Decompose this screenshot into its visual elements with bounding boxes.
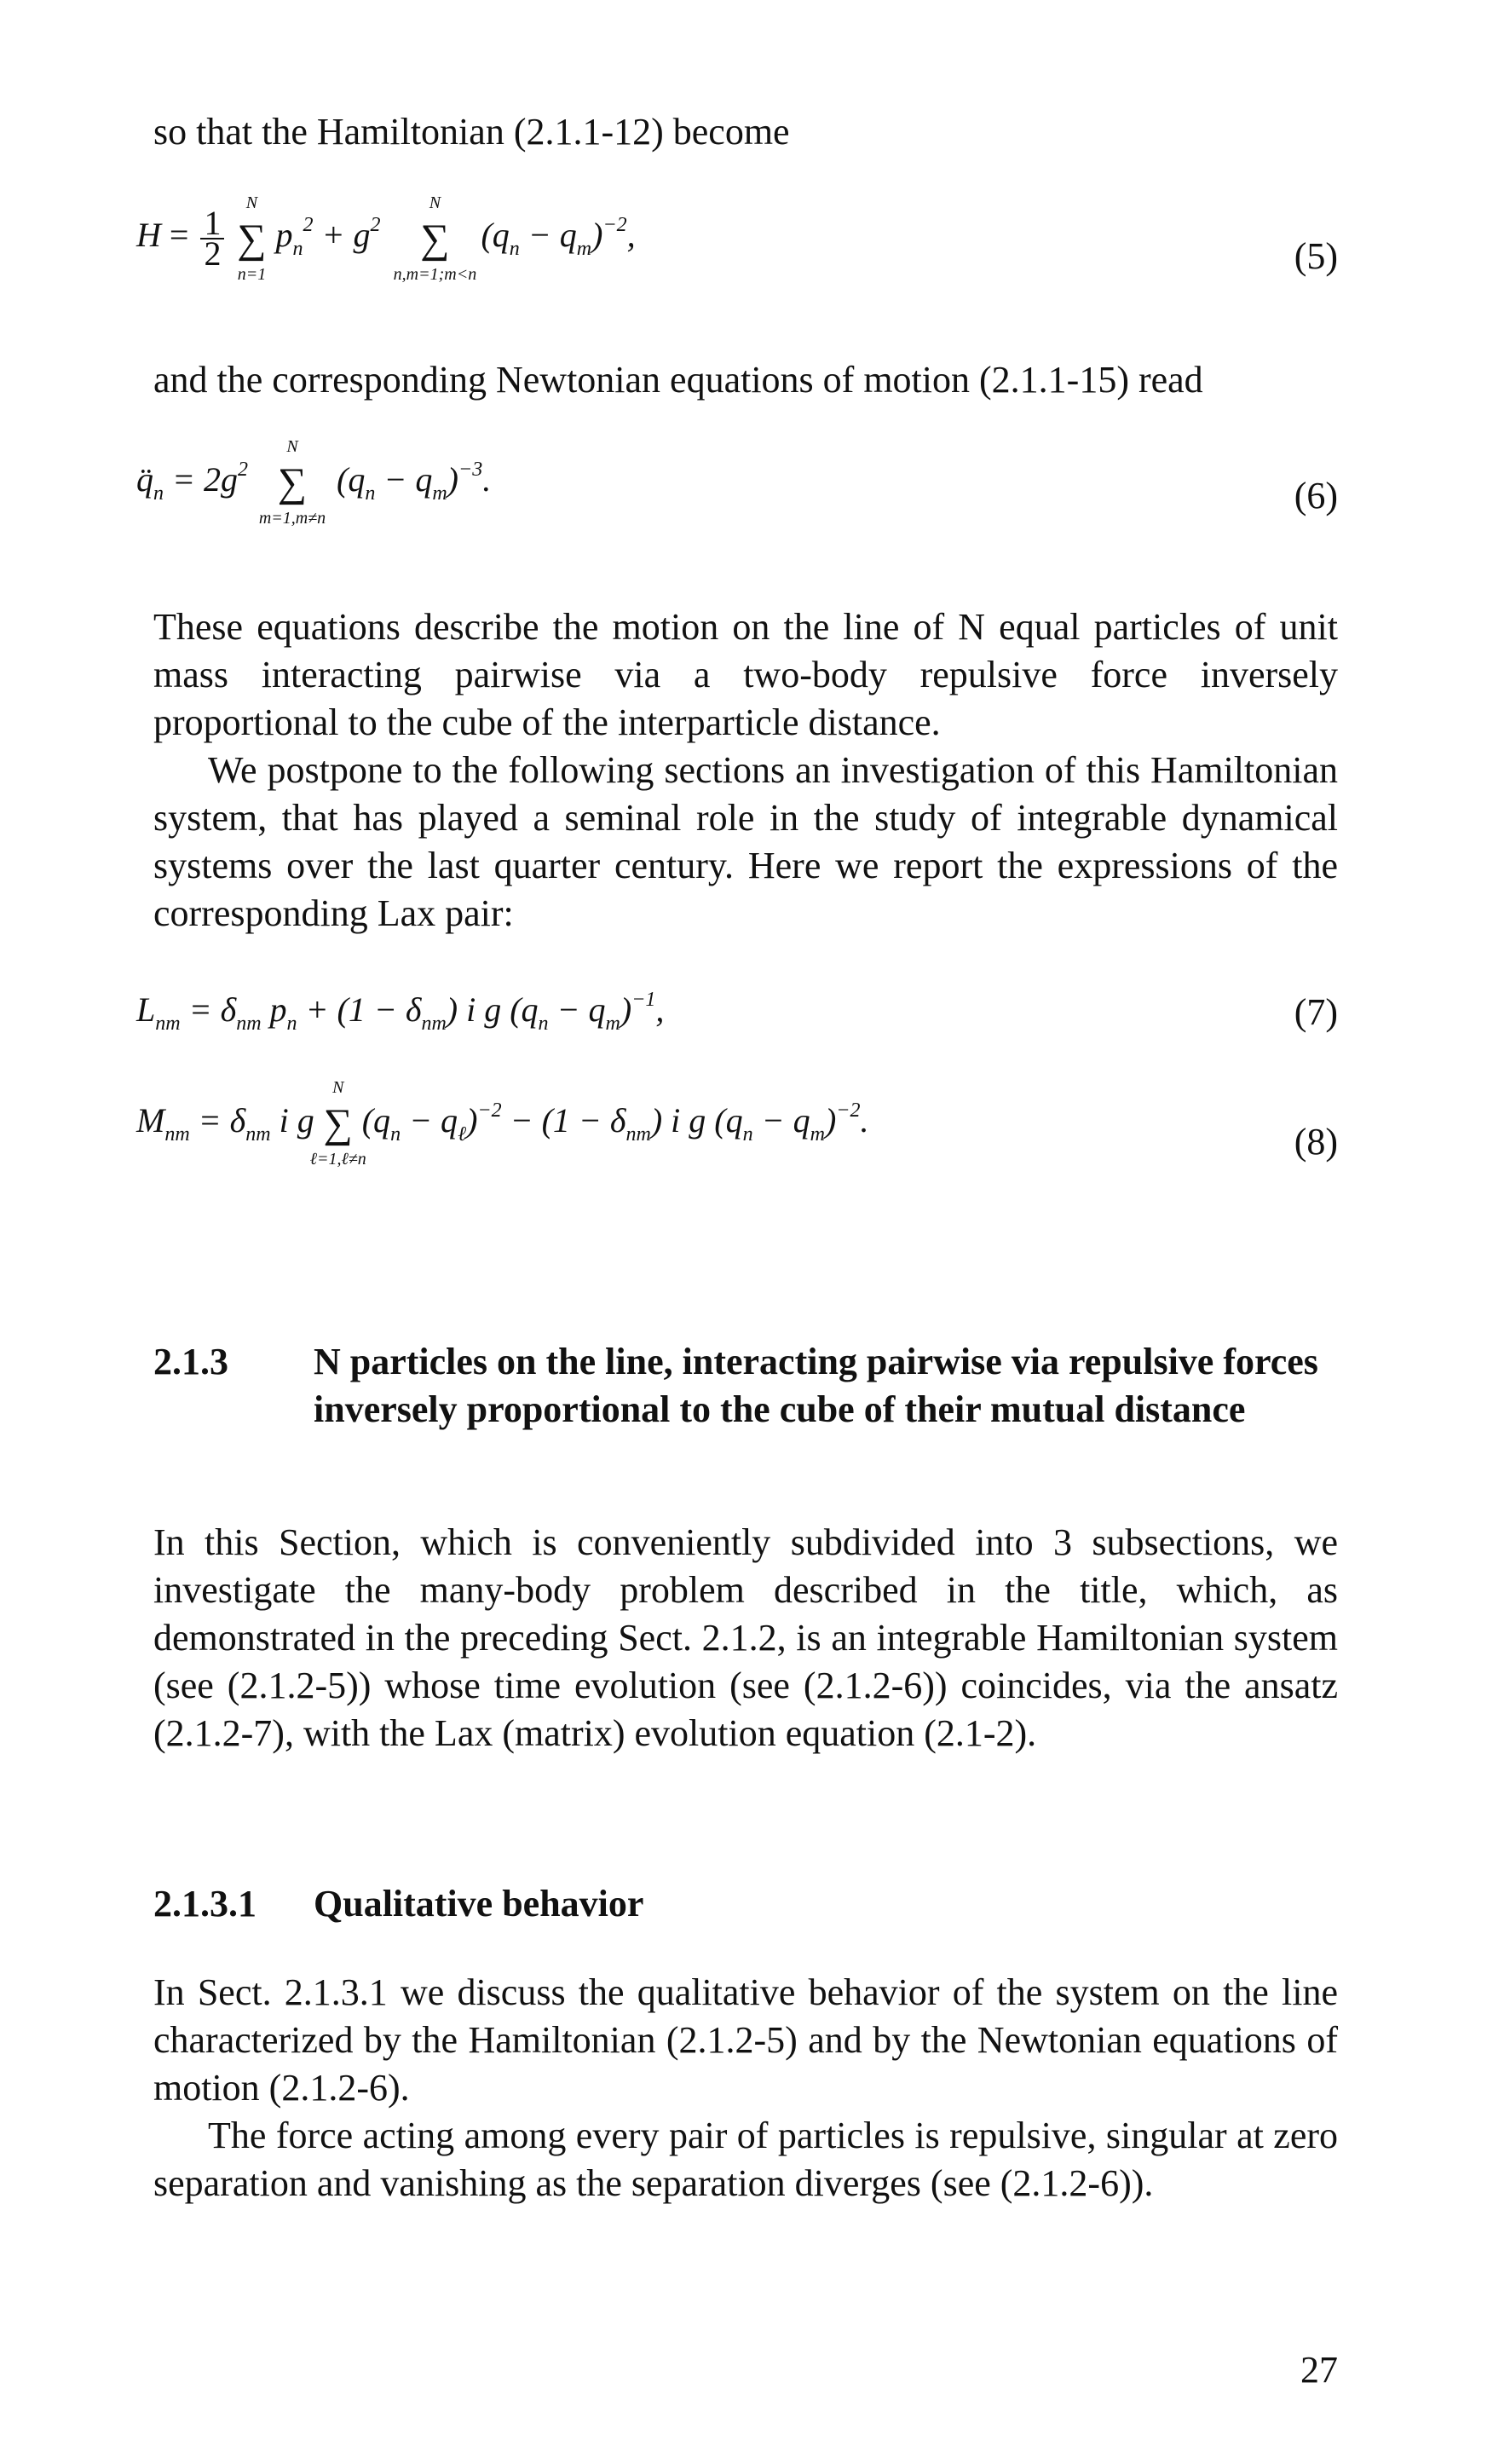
equation-8-number: (8) xyxy=(1294,1121,1338,1163)
equation-8-body: $M_{nm} = \delta_{nm}$ i g ∑ N ℓ=1,ℓ≠n $(q_n - q_\ell)^{-2} - (1 - \delta_{nm})$ i g $(q_n - q_m)^{-2}$. xyxy=(136,1078,869,1169)
eq5-half-fraction: $\frac{1}{2}$ xyxy=(200,209,224,268)
section-2-1-3-1-title: Qualitative behavior xyxy=(314,1883,644,1924)
paragraph-5: The force acting among every pair of particles is repulsive, singular at zero separation and vanishing as the separation diverges (see (2.1.2-6)). xyxy=(153,2115,1338,2204)
eq8-sum: ∑ N ℓ=1,ℓ≠n xyxy=(309,1078,366,1169)
page-number: 27 xyxy=(1300,2349,1338,2391)
equation-7-number: (7) xyxy=(1294,991,1338,1033)
newtonian-line: and the corresponding Newtonian equations of motion (2.1.1-15) read xyxy=(153,359,1203,401)
paragraph-1: These equations describe the motion on the line of N equal particles of unit mass interacting pairwise via a two-body repulsive force inversely proportional to the cube of the interparticle distance. xyxy=(153,606,1338,743)
eq6-sum: ∑ N m=1,m≠n xyxy=(258,437,326,528)
eq5-H: H xyxy=(136,216,161,255)
equation-5-body: H = $\frac{1}{2}$ ∑ N n=1 $p_n^2 + g^2$ ∑ N n,m=1;m<n $(q_n - q_m)^{-2}$, xyxy=(136,193,636,284)
equation-8 xyxy=(136,1078,1338,1210)
equation-5-number: (5) xyxy=(1294,235,1338,277)
section-2-1-3-title: N particles on the line, interacting pairwise via repulsive forces inversely proportional to the cube of their mutual distance xyxy=(314,1341,1318,1430)
paragraph-2: We postpone to the following sections an investigation of this Hamiltonian system, that has played a seminal role in the study of integrable dynamical systems over the last quarter century. Here we report the expressions of the corresponding Lax pair: xyxy=(153,749,1338,934)
equation-5 xyxy=(136,193,1338,320)
paragraph-4: In Sect. 2.1.3.1 we discuss the qualitative behavior of the system on the line characterized by the Hamiltonian (2.1.2-5) and by the Newtonian equations of motion (2.1.2-6). xyxy=(153,1971,1338,2109)
section-2-1-3-number: 2.1.3 xyxy=(153,1341,228,1382)
equation-7-body: $L_{nm} = \delta_{nm}$ $p_n + (1 - \delta_{nm})$ i g $(q_n - q_m)^{-1}$, xyxy=(136,989,665,1035)
eq5-sum-1: ∑ N n=1 xyxy=(237,193,267,284)
intro-line: so that the Hamiltonian (2.1.1-12) become xyxy=(153,111,790,153)
equation-6-body: $q̈_n = 2g^2$ ∑ N m=1,m≠n $(q_n - q_m)^{-3}$. xyxy=(136,437,492,528)
eq5-sum-2: ∑ N n,m=1;m<n xyxy=(393,193,477,284)
equation-7 xyxy=(136,989,1338,1099)
paragraph-3: In this Section, which is conveniently subdivided into 3 subsections, we investigate the many-body problem described in the title, which, as demonstrated in the preceding Sect. 2.1.2, is an integrable Hamiltonian system (see (2.1.2-5)) whose time evolution (see (2.1.2-6)) coincides, via the ansatz (2.1.2-7), with the Lax (matrix) evolution equation (2.1-2). xyxy=(153,1521,1338,1754)
equation-6 xyxy=(136,437,1338,569)
section-2-1-3-1-number: 2.1.3.1 xyxy=(153,1883,257,1924)
equation-6-number: (6) xyxy=(1294,475,1338,516)
